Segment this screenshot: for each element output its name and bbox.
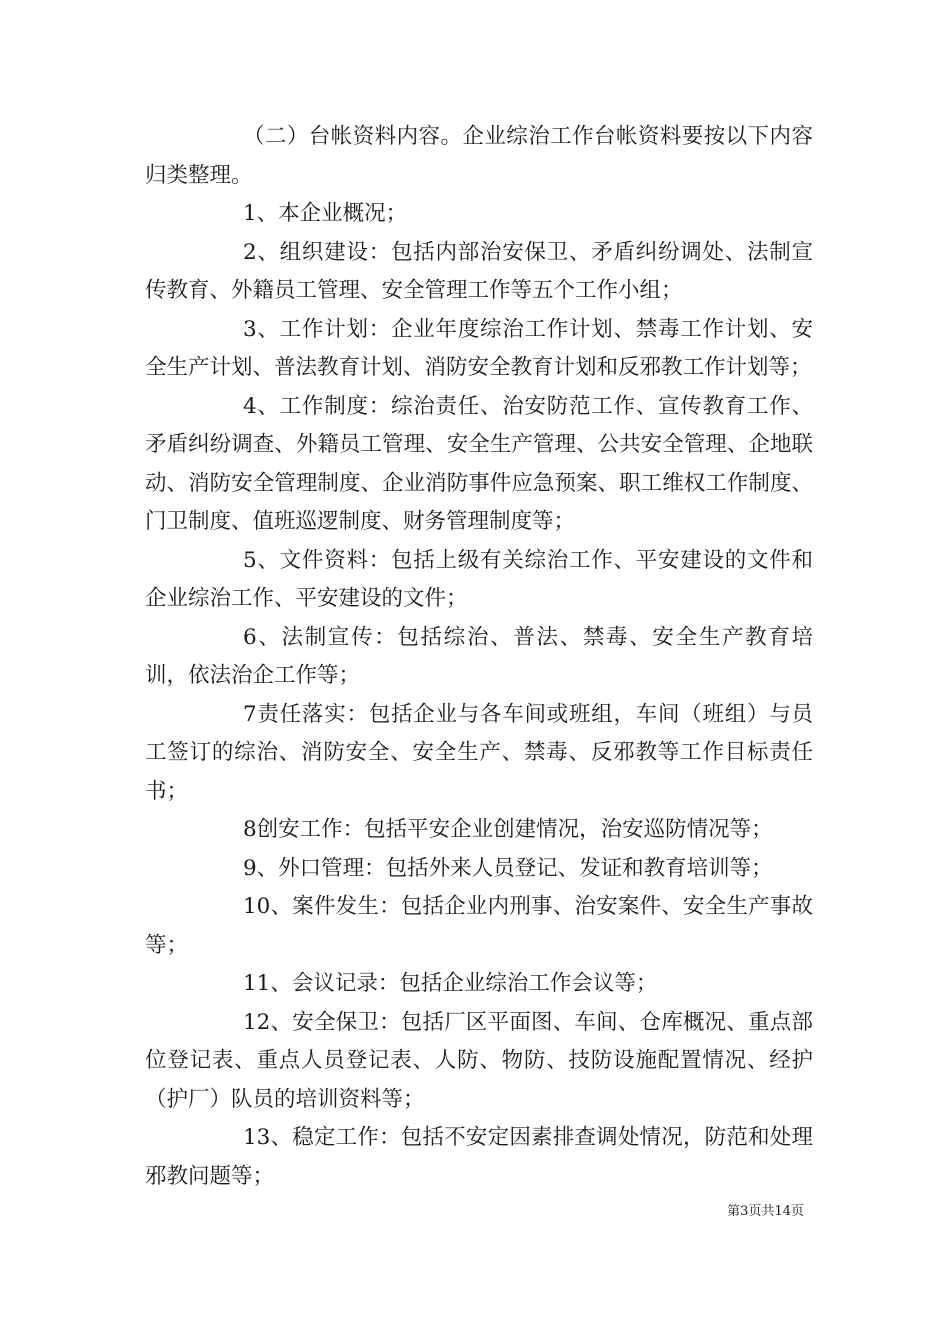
paragraph-item-2: 2、组织建设：包括内部治安保卫、矛盾纠纷调处、法制宣传教育、外籍员工管理、安全管理工作等五个工作小组； — [145, 239, 813, 303]
paragraph-section-heading: （二）台帐资料内容。企业综治工作台帐资料要按以下内容归类整理。 — [145, 124, 813, 188]
paragraph-item-1: 1、本企业概况； — [243, 201, 408, 226]
paragraph-item-5: 5、文件资料：包括上级有关综治工作、平安建设的文件和企业综治工作、平安建设的文件； — [145, 547, 813, 611]
paragraph-item-4: 4、工作制度：综治责任、治安防范工作、宣传教育工作、矛盾纠纷调查、外籍员工管理、安全生产管理、公共安全管理、企地联动、消防安全管理制度、企业消防事件应急预案、职工维权工作制度、门卫制度、值班巡逻制度、财务管理制度等； — [145, 393, 813, 534]
page-number-footer: 第3页共14页 — [727, 1204, 804, 1219]
document-body — [145, 118, 813, 1196]
paragraph-item-12: 12、安全保卫：包括厂区平面图、车间、仓库概况、重点部位登记表、重点人员登记表、人防、物防、技防设施配置情况、经护（护厂）队员的培训资料等； — [145, 1009, 813, 1112]
paragraph-item-13: 13、稳定工作：包括不安定因素排查调处情况，防范和处理邪教问题等； — [145, 1125, 813, 1189]
paragraph-item-11: 11、会议记录：包括企业综治工作会议等； — [243, 971, 658, 996]
paragraph-item-10: 10、案件发生：包括企业内刑事、治安案件、安全生产事故等； — [145, 894, 813, 958]
paragraph-item-9: 9、外口管理：包括外来人员登记、发证和教育培训等； — [243, 855, 773, 881]
paragraph-item-3: 3、工作计划：企业年度综治工作计划、禁毒工作计划、安全生产计划、普法教育计划、消防安全教育计划和反邪教工作计划等； — [145, 316, 813, 380]
paragraph-item-6: 6、法制宣传：包括综治、普法、禁毒、安全生产教育培训，依法治企工作等； — [145, 624, 813, 688]
paragraph-item-7: 7责任落实：包括企业与各车间或班组，车间（班组）与员工签订的综治、消防安全、安全生产、禁毒、反邪教等工作目标责任书； — [145, 701, 813, 804]
paragraph-item-8: 8创安工作：包括平安企业创建情况，治安巡防情况等； — [243, 817, 773, 842]
